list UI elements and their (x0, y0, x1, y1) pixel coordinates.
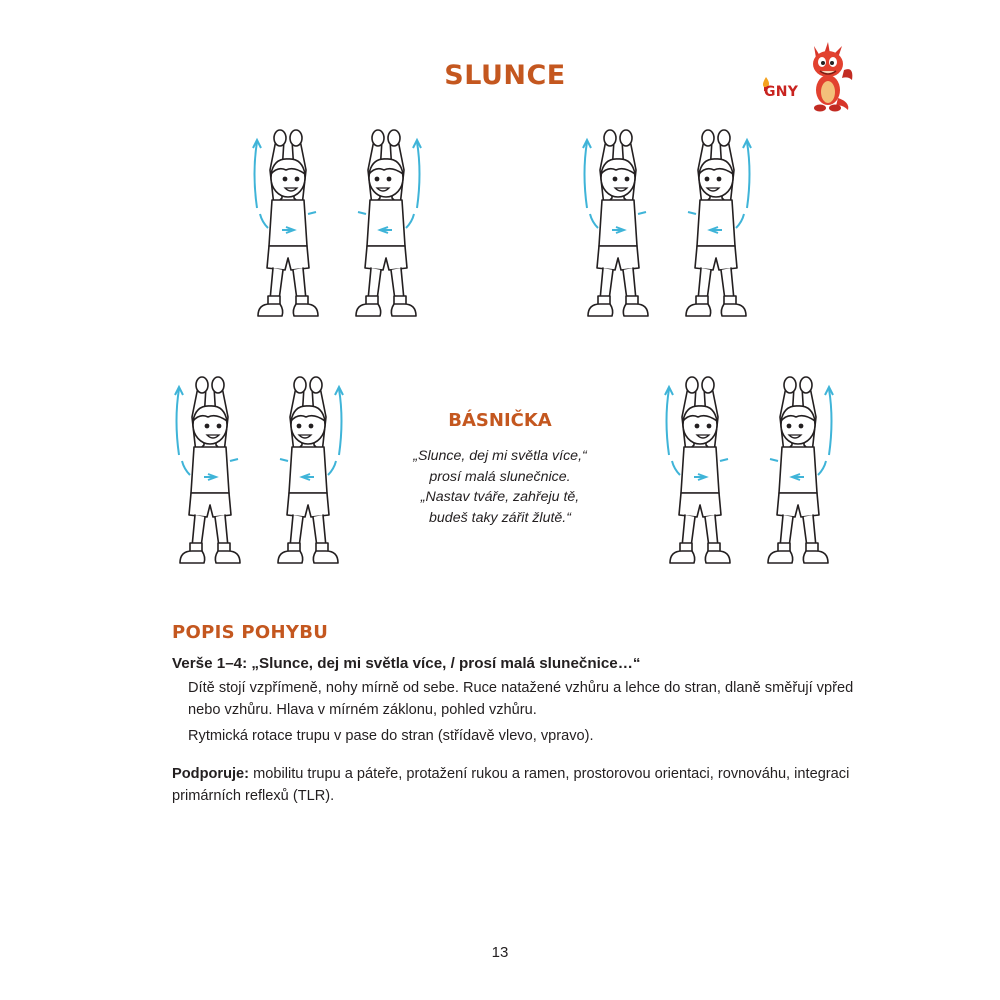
supports-text: mobilitu trupu a páteře, protažení rukou a ramen, prostorovou orientaci, rovnováhu, integraci primárních reflexů (TLR). (172, 766, 850, 804)
two-children-arms-up-illustration (238, 128, 438, 338)
rotation-arrow-icon (829, 389, 832, 455)
poem-line: „Slunce, dej mi světla více,“ (413, 448, 587, 464)
rotation-arrow-icon (339, 389, 342, 455)
movement-paragraph: Dítě stojí vzpřímeně, nohy mírně od sebe. Ruce natažené vzhůru a lehce do stran, dlaně směřují vpřed nebo vzhůru. Hlava v mírném záklonu, pohled vzhůru. (188, 680, 854, 718)
igny-logo (760, 40, 855, 112)
rotation-arrow-icon (255, 142, 258, 208)
poem-text (380, 446, 620, 528)
page-number: 13 (491, 944, 509, 961)
exercise-illustration-top-right (568, 128, 768, 338)
logo-text: GNY (764, 84, 799, 100)
poem-title: BÁSNIČKA (448, 410, 552, 431)
rotation-arrow-icon (177, 389, 180, 455)
two-children-arms-up-illustration (568, 128, 768, 338)
supports-paragraph (172, 763, 872, 807)
supports-label: Podporuje: (172, 766, 250, 782)
dragon-mascot-icon (802, 40, 854, 112)
two-children-arms-up-illustration (650, 375, 850, 585)
page-title: SLUNCE (444, 60, 566, 91)
exercise-illustration-middle-right (650, 375, 850, 585)
rotation-arrow-icon (417, 142, 420, 208)
section-title-movement: POPIS POHYBU (172, 622, 329, 643)
poem-line: „Nastav tváře, zahřeju tě, (420, 489, 580, 505)
poem-line: budeš taky zářit žlutě.“ (429, 509, 571, 526)
rotation-arrow-icon (585, 142, 588, 208)
verse-heading: Verše 1–4: „Slunce, dej mi světla více, / prosí malá slunečnice…“ (172, 655, 641, 672)
exercise-illustration-middle-left (160, 375, 360, 585)
rotation-arrow-icon (747, 142, 750, 208)
rotation-arrow-icon (667, 389, 670, 455)
poem-line: prosí malá slunečnice. (429, 468, 571, 485)
exercise-illustration-top-left (238, 128, 438, 338)
movement-paragraph: Rytmická rotace trupu v pase do stran (střídavě vlevo, vpravo). (188, 728, 594, 744)
two-children-arms-up-illustration (160, 375, 360, 585)
